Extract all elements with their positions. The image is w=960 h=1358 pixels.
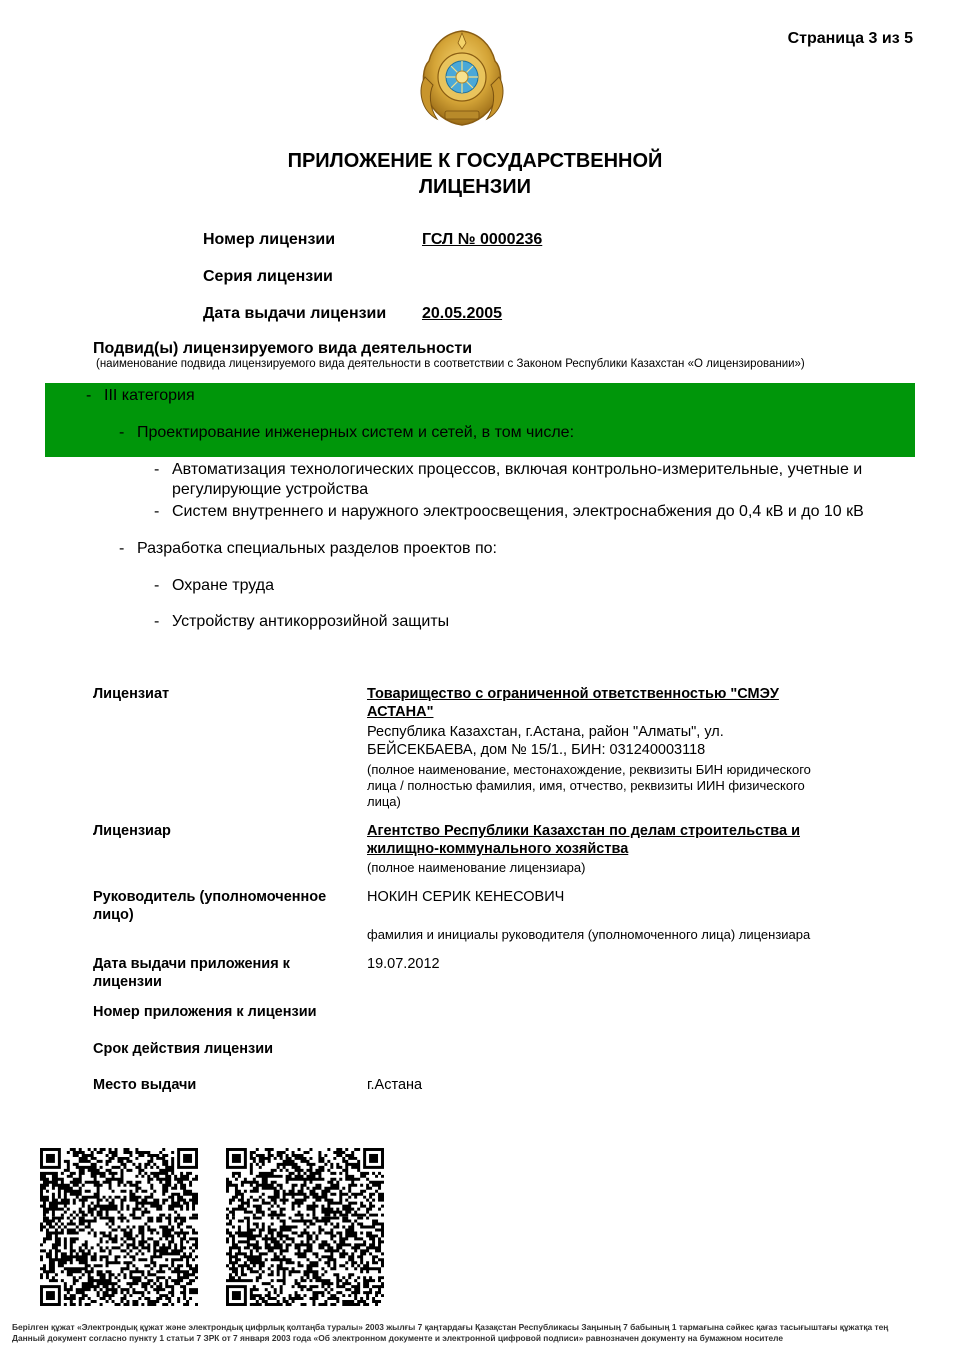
qr-code-icon [226, 1148, 384, 1306]
licensor-name-line-1: Агентство Республики Казахстан по делам строительства и [367, 823, 800, 839]
page-number: Страница 3 из 5 [787, 30, 913, 47]
licensee-note-line-1: (полное наименование, местонахождение, реквизиты БИН юридического [367, 762, 811, 777]
list-item-continuation: регулирующие устройства [172, 481, 369, 498]
appendix-date-label-line-2: лицензии [93, 974, 162, 990]
appendix-date-value: 19.07.2012 [367, 956, 440, 972]
licensee-note-line-3: лица) [367, 794, 401, 809]
document-title [0, 148, 950, 200]
list-item: - Охране труда [154, 577, 274, 594]
footer-line-2: Данный документ согласно пункту 1 статьи 7 ЗРК от 7 января 2003 года «Об электронном документе и электронной цифровой подписи» равнозначен документу на бумажном носителе [12, 1333, 784, 1343]
licensee-name-line-1: Товарищество с ограниченной ответственностью "СМЭУ [367, 686, 779, 702]
license-date-label: Дата выдачи лицензии [203, 305, 387, 322]
list-item: - Систем внутреннего и наружного электроосвещения, электроснабжения до 0,4 кВ и до 10 кВ [154, 503, 864, 520]
license-series-label: Серия лицензии [203, 268, 333, 285]
list-item: - Разработка специальных разделов проектов по: [119, 540, 497, 557]
subkinds-title: Подвид(ы) лицензируемого вида деятельности [93, 340, 473, 357]
state-emblem-icon [415, 27, 509, 129]
title-line-1: ПРИЛОЖЕНИЕ К ГОСУДАРСТВЕННОЙ [287, 150, 663, 172]
subkinds-note: (наименование подвида лицензируемого вида деятельности в соответствии с Законом Республики Казахстан «О лицензировании») [96, 358, 805, 370]
licensee-address-line-2: БЕЙСЕКБАЕВА, дом № 15/1., БИН: 031240003118 [367, 742, 706, 758]
appendix-date-label-line-1: Дата выдачи приложения к [93, 956, 290, 972]
list-item: - Устройству антикоррозийной защиты [154, 613, 450, 630]
license-date-value: 20.05.2005 [422, 305, 503, 322]
place-label: Место выдачи [93, 1077, 197, 1093]
head-label-line-1: Руководитель (уполномоченное [93, 889, 327, 905]
licensee-label: Лицензиат [93, 686, 170, 702]
licensee-note-line-2: лица / полностью фамилия, имя, отчество, реквизиты ИИН физического [367, 778, 805, 793]
list-item: - Проектирование инженерных систем и сетей, в том числе: [119, 424, 575, 441]
license-number-value: ГСЛ № 0000236 [422, 231, 543, 248]
licensor-name-line-2: жилищно-коммунального хозяйства [367, 841, 629, 857]
list-item: - Автоматизация технологических процессов, включая контрольно-измерительные, учетные и [154, 461, 863, 478]
licensor-label: Лицензиар [93, 823, 171, 839]
licensee-name-line-2: АСТАНА" [367, 704, 434, 720]
title-line-2: ЛИЦЕНЗИИ [418, 176, 532, 198]
licensee-address-line-1: Республика Казахстан, г.Астана, район "Алматы", ул. [367, 724, 724, 740]
head-note: фамилия и инициалы руководителя (уполномоченного лица) лицензиара [367, 927, 811, 942]
appendix-number-label: Номер приложения к лицензии [93, 1004, 317, 1020]
licensor-note: (полное наименование лицензиара) [367, 860, 586, 875]
place-value: г.Астана [367, 1077, 423, 1093]
qr-code-icon [40, 1148, 198, 1306]
head-value: НОКИН СЕРИК КЕНЕСОВИЧ [367, 889, 565, 905]
validity-label: Срок действия лицензии [93, 1041, 274, 1057]
list-item: - III категория [86, 387, 195, 404]
license-number-label: Номер лицензии [203, 231, 336, 248]
head-label-line-2: лицо) [93, 907, 134, 923]
footer-line-1: Берілген құжат «Электрондық құжат және электрондық цифрлық қолтаңба туралы» 2003 жылғы 7 қаңтардағы Қазақстан Республикасы Заңының 7 бабының 1 тармағына сәйкес қағаз тасығыштағы құжатқа тең [12, 1322, 889, 1332]
